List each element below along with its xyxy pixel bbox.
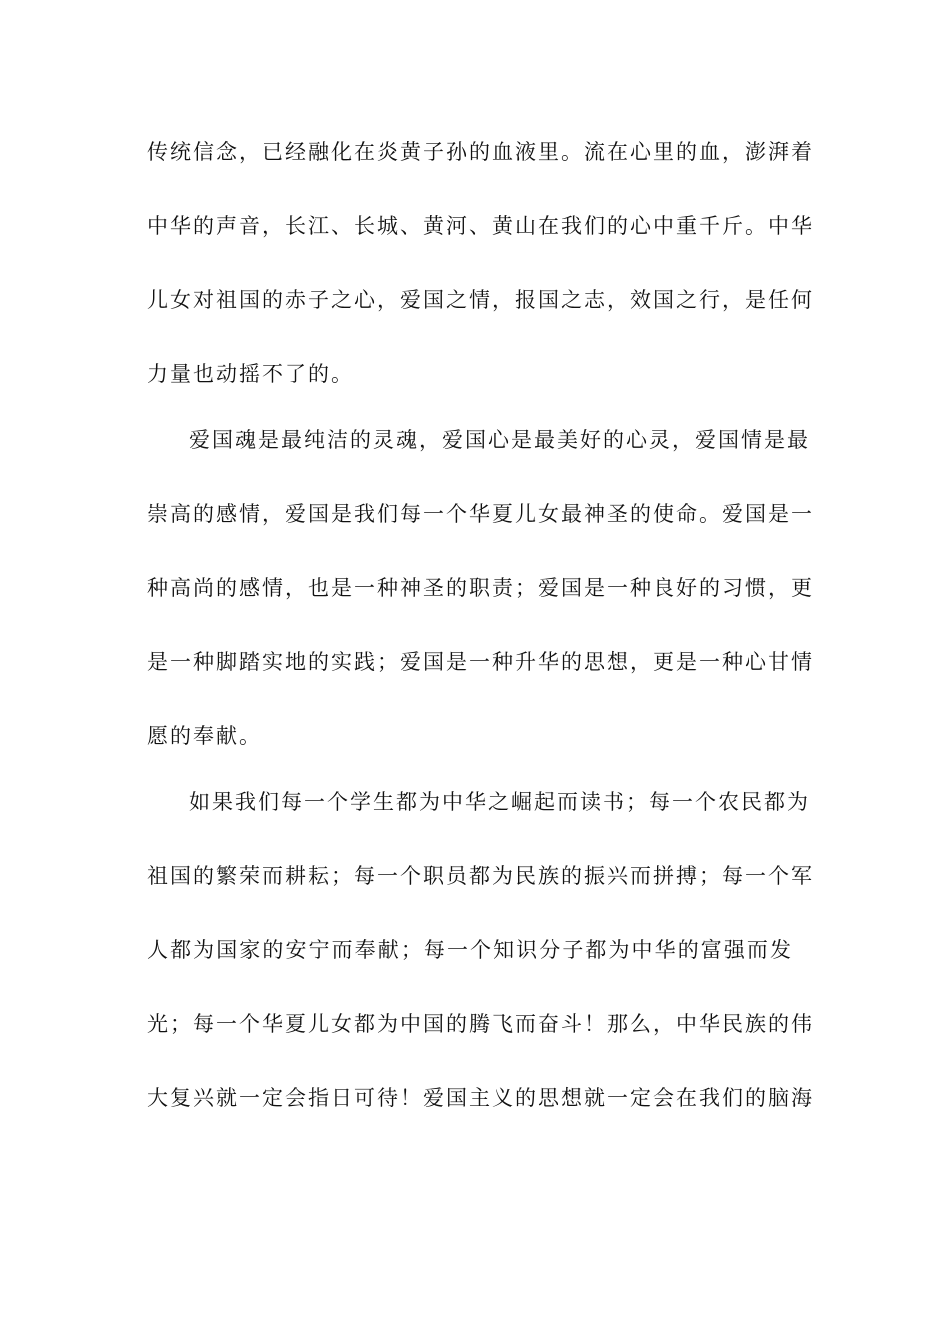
- paragraph-2-line-1: 爱国魂是最纯洁的灵魂，爱国心是最美好的心灵，爱国情是最: [189, 428, 810, 452]
- paragraph-2-line-5: 愿的奉献。: [147, 724, 262, 748]
- paragraph-1-line-2: 中华的声音，长江、长城、黄河、黄山在我们的心中重千斤。中华: [147, 214, 814, 238]
- paragraph-3-line-5: 大复兴就一定会指日可待！爱国主义的思想就一定会在我们的脑海: [147, 1086, 814, 1110]
- paragraph-2-line-2: 崇高的感情，爱国是我们每一个华夏儿女最神圣的使命。爱国是一: [147, 502, 814, 526]
- paragraph-3-line-3: 人都为国家的安宁而奉献；每一个知识分子都为中华的富强而发: [147, 938, 793, 962]
- paragraph-3-line-1: 如果我们每一个学生都为中华之崛起而读书；每一个农民都为: [189, 790, 810, 814]
- paragraph-1-line-1: 传统信念，已经融化在炎黄子孙的血液里。流在心里的血，澎湃着: [147, 140, 814, 164]
- paragraph-2-line-4: 是一种脚踏实地的实践；爱国是一种升华的思想，更是一种心甘情: [147, 650, 814, 674]
- paragraph-1-line-4: 力量也动摇不了的。: [147, 362, 354, 386]
- paragraph-2-line-3: 种高尚的感情，也是一种神圣的职责；爱国是一种良好的习惯，更: [147, 576, 814, 600]
- paragraph-1-line-3: 儿女对祖国的赤子之心，爱国之情，报国之志，效国之行，是任何: [147, 288, 814, 312]
- paragraph-3-line-2: 祖国的繁荣而耕耘；每一个职员都为民族的振兴而拼搏；每一个军: [147, 864, 814, 888]
- paragraph-3-line-4: 光；每一个华夏儿女都为中国的腾飞而奋斗！那么，中华民族的伟: [147, 1012, 814, 1036]
